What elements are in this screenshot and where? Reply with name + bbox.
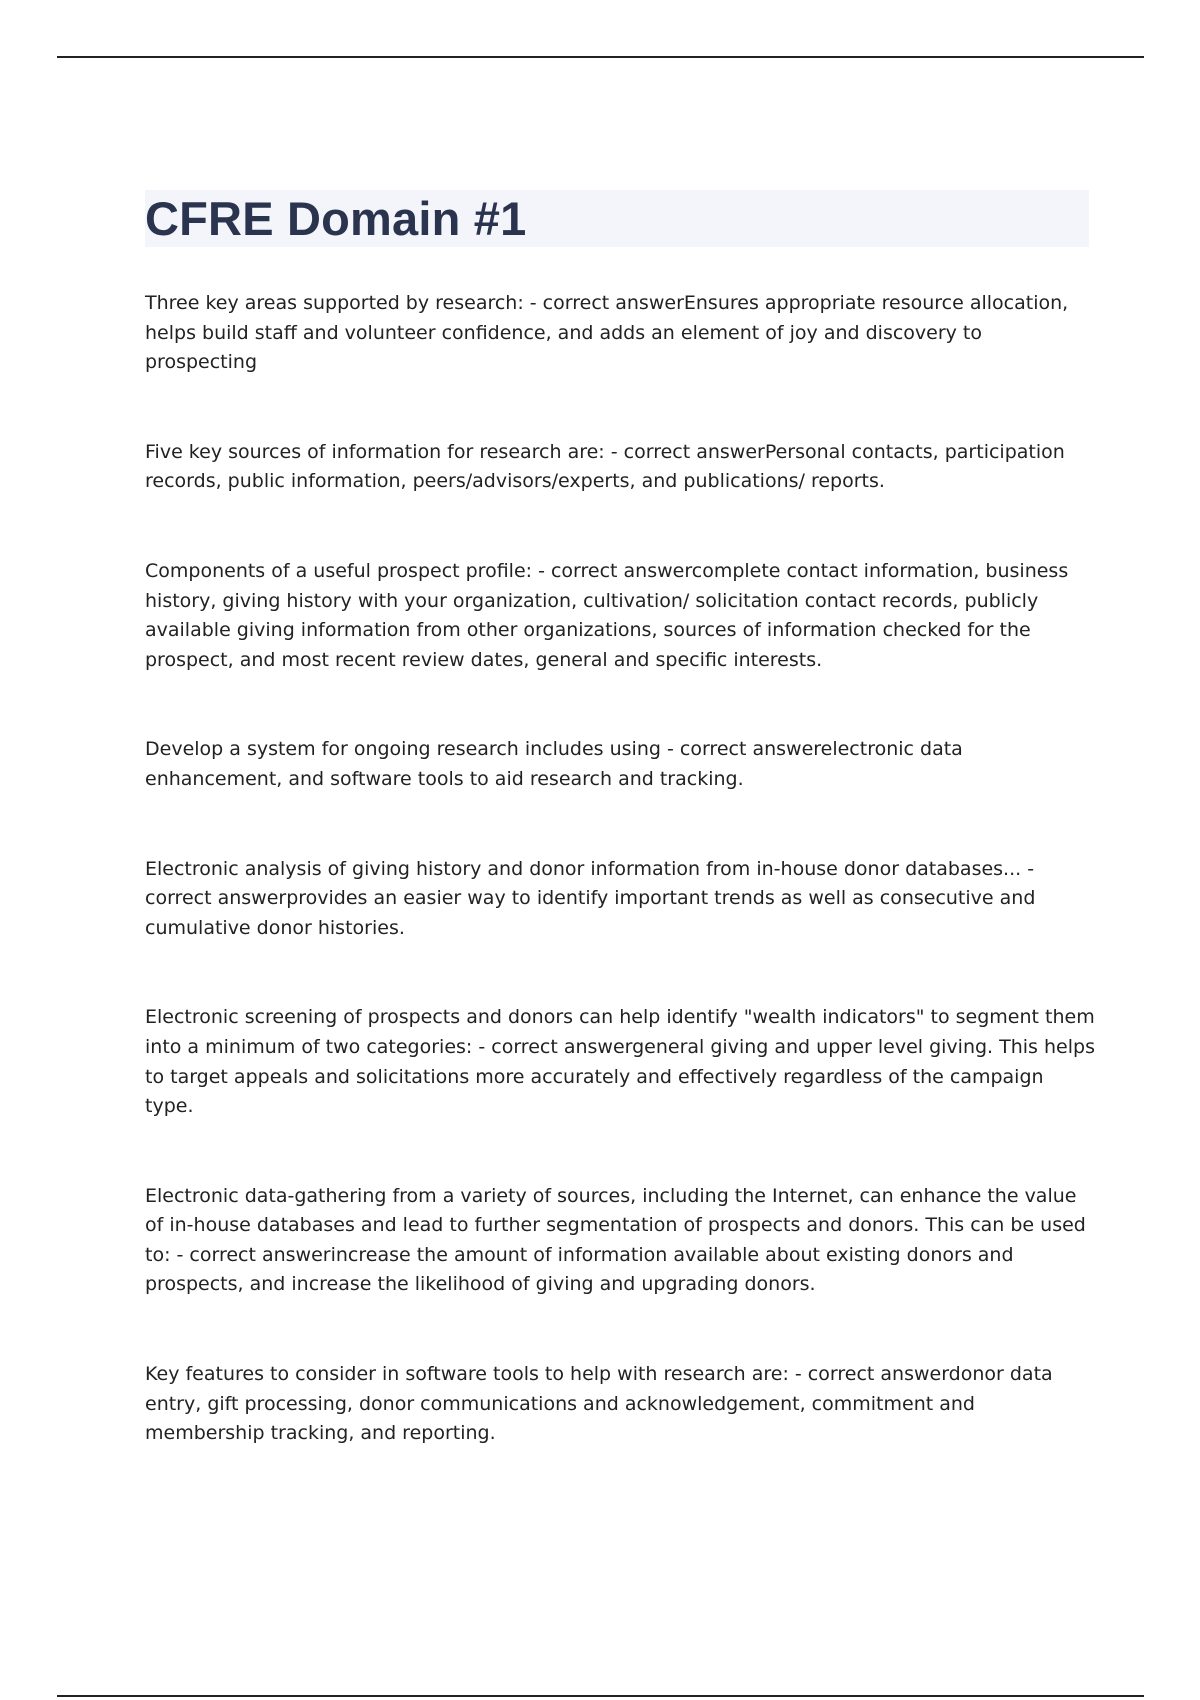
qa-item: Five key sources of information for research are: - correct answerPersonal contacts, participation records, public information, peers/advisors/experts, and publications/ reports. bbox=[145, 440, 1065, 493]
qa-item: Electronic analysis of giving history and donor information from in-house donor databases... - correct answerprovides an easier way to identify important trends as well as consecutive and cumulative donor histories. bbox=[145, 857, 1036, 939]
qa-item: Key features to consider in software tools to help with research are: - correct answerdonor data entry, gift processing, donor communications and acknowledgement, commitment and membership tracking, and reporting. bbox=[145, 1363, 1053, 1445]
qa-item: Three key areas supported by research: - correct answerEnsures appropriate resource allocation, helps build staff and volunteer confidence, and adds an element of joy and discovery to prospecting bbox=[145, 292, 1069, 374]
qa-item: Electronic screening of prospects and donors can help identify "wealth indicators" to segment them into a minimum of two categories: - correct answergeneral giving and upper level giving. This helps to target appeals and solicitations more accurately and effectively regardless of the campaign type. bbox=[145, 1006, 1095, 1118]
bottom-divider bbox=[57, 1695, 1144, 1697]
qa-item: Components of a useful prospect profile: - correct answercomplete contact information, business history, giving history with your organization, cultivation/ solicitation contact records, publicly available giving information from other organizations, sources of information checked for the prospect, and most recent review dates, general and specific interests. bbox=[145, 559, 1069, 671]
document-title: CFRE Domain #1 bbox=[145, 192, 527, 245]
qa-list bbox=[145, 289, 1095, 1509]
qa-item: Develop a system for ongoing research includes using - correct answerelectronic data enhancement, and software tools to aid research and tracking. bbox=[145, 738, 963, 790]
top-divider bbox=[57, 56, 1144, 58]
qa-item: Electronic data-gathering from a variety of sources, including the Internet, can enhance the value of in-house databases and lead to further segmentation of prospects and donors. This can be used to: - correct answerincrease the amount of information available about existing donors and prospects, and increase the likelihood of giving and upgrading donors. bbox=[145, 1184, 1086, 1296]
